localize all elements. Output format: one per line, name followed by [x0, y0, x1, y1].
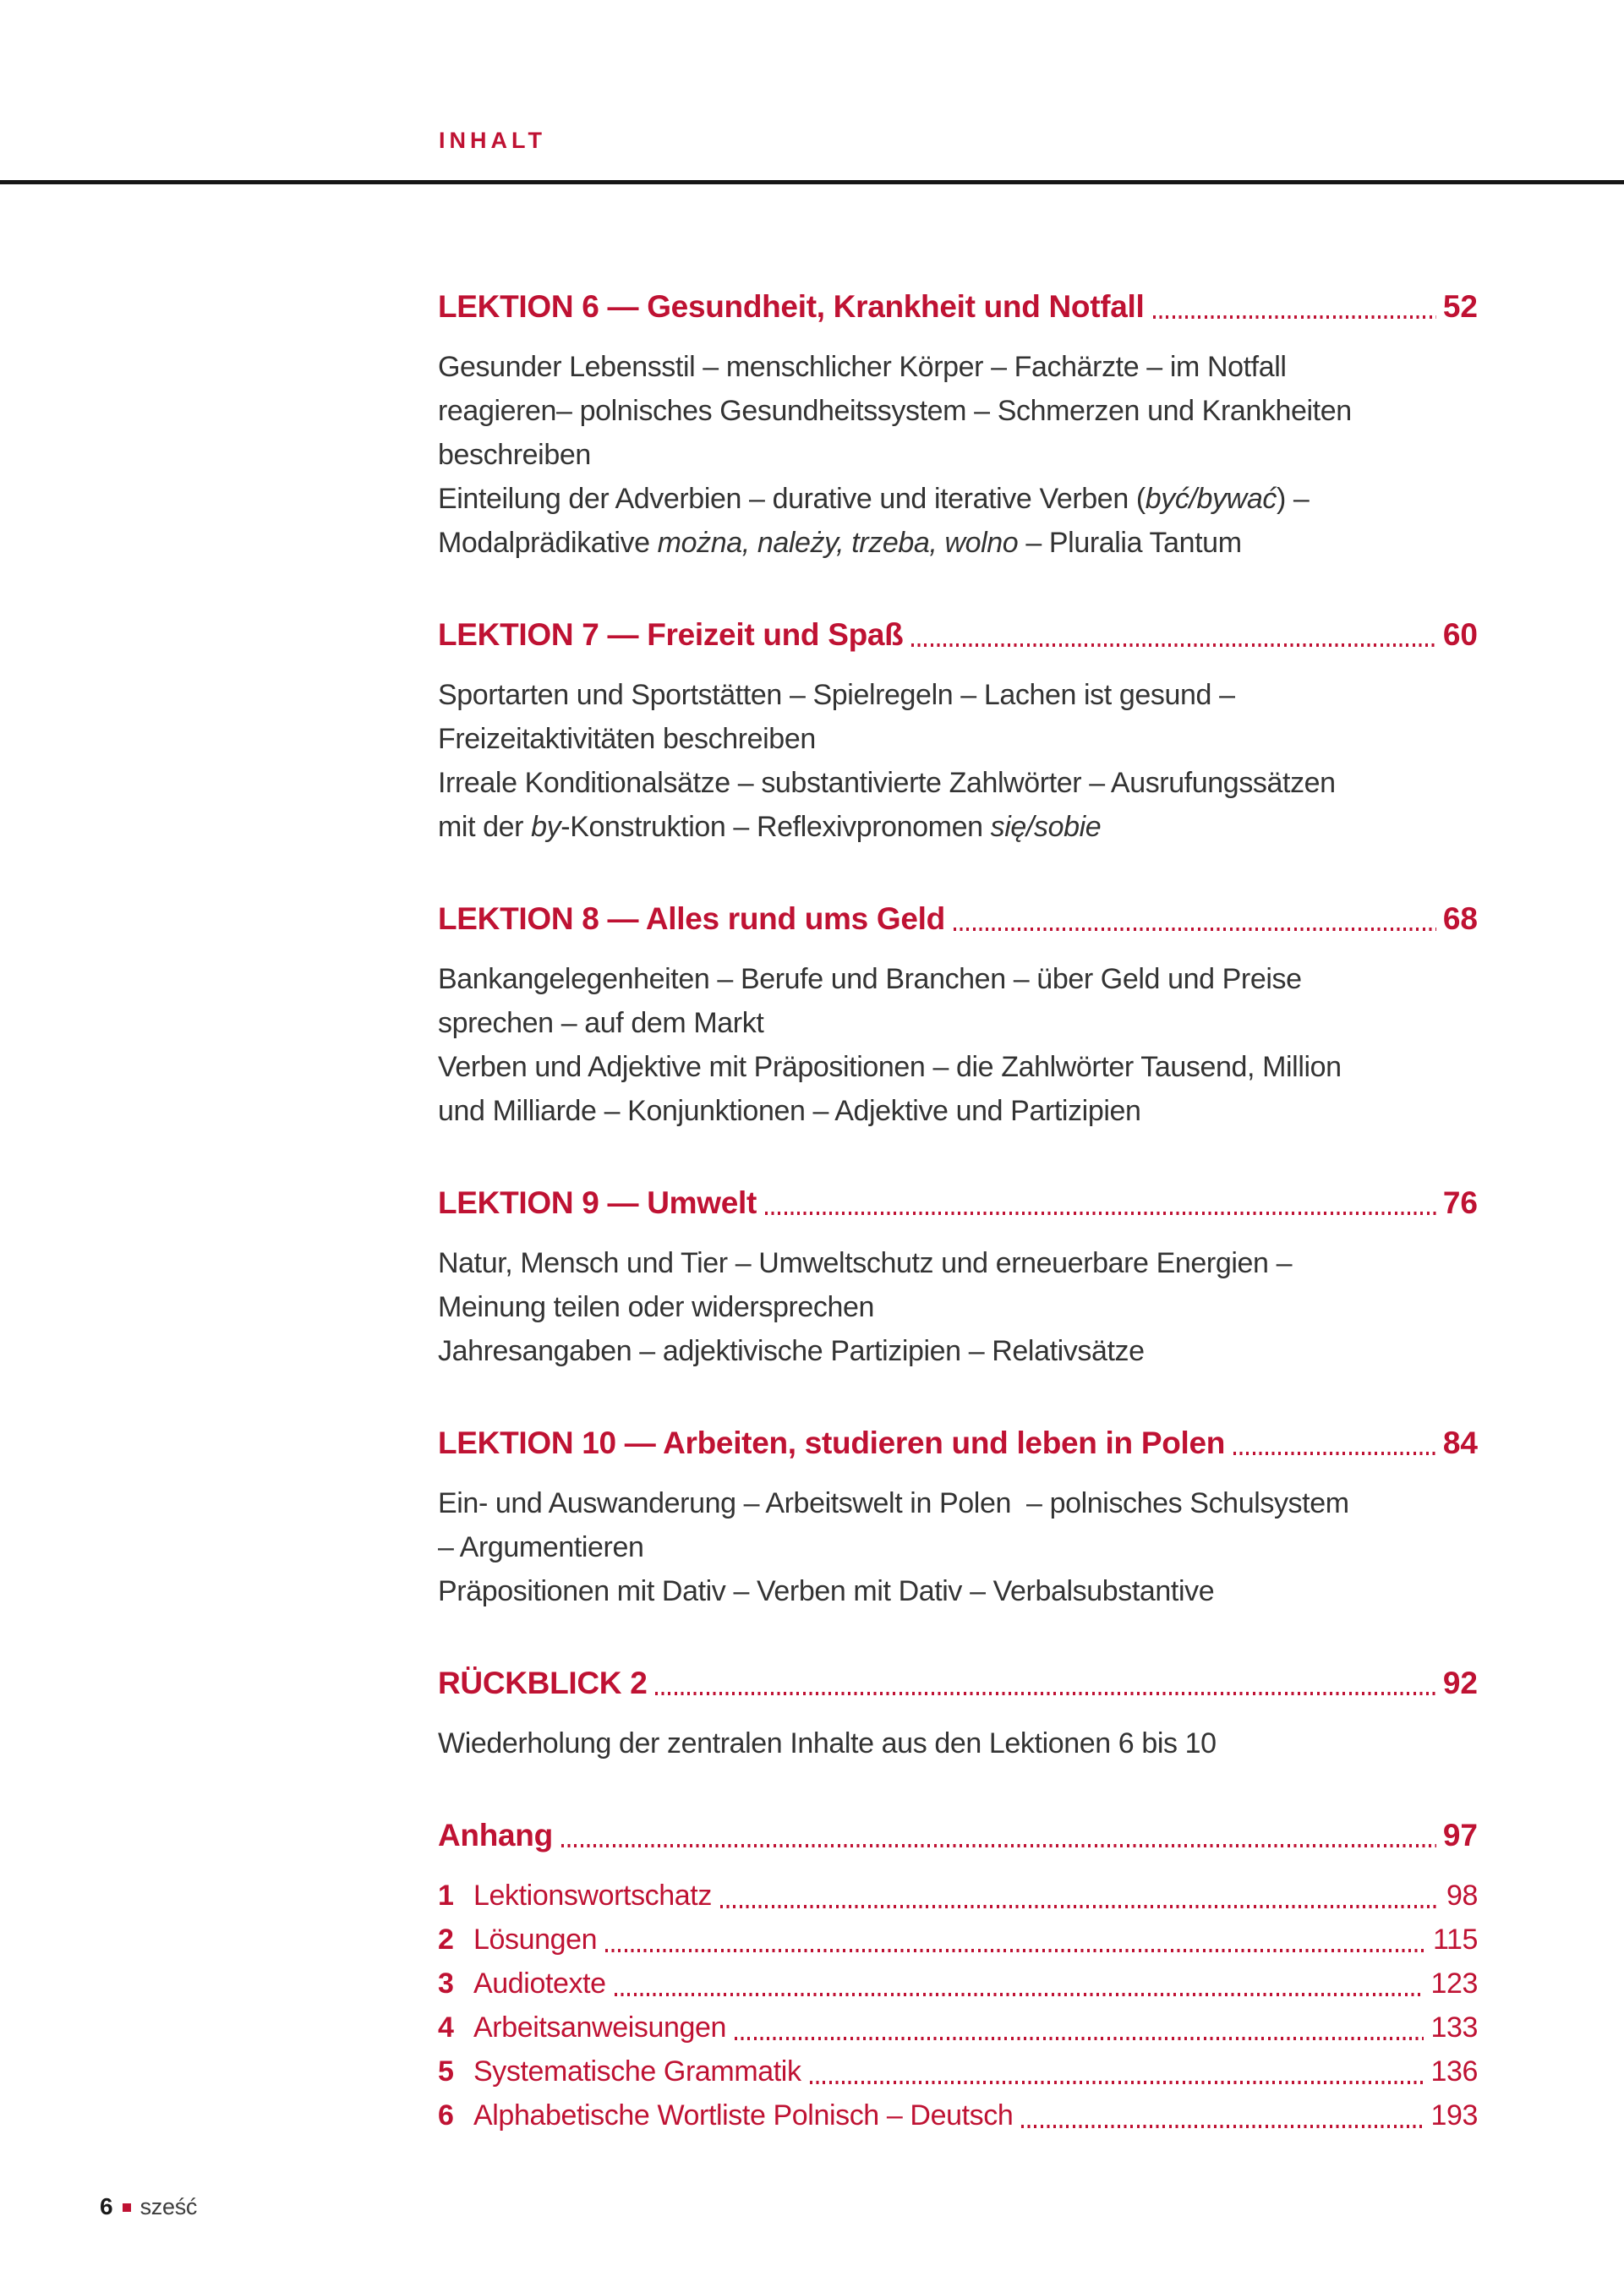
- toc-section: [438, 900, 1478, 1133]
- appendix-item-page-number: 193: [1430, 2099, 1478, 2132]
- toc-section-description: [438, 1481, 1478, 1613]
- appendix-item-page-number: 123: [1430, 1967, 1478, 2000]
- description-line: mit der by-Konstruktion – Reflexivpronomen się/sobie: [438, 811, 1102, 843]
- description-line: – Argumentieren: [438, 1531, 644, 1563]
- toc-section-description: [438, 1241, 1478, 1373]
- appendix-item-title: Lösungen: [473, 1924, 598, 1956]
- description-line: Ein- und Auswanderung – Arbeitswelt in Polen – polnisches Schulsystem: [438, 1487, 1349, 1519]
- appendix-item-page-number: 133: [1430, 2011, 1478, 2044]
- description-line: Meinung teilen oder widersprechen: [438, 1291, 875, 1323]
- toc-entry-title: RÜCKBLICK 2: [438, 1666, 648, 1700]
- appendix-item-page-number: 115: [1432, 1924, 1478, 1956]
- description-line: Einteilung der Adverbien – durative und iterative Verben (być/bywać) –: [438, 483, 1310, 515]
- description-line: Modalprädikative można, należy, trzeba, wolno – Pluralia Tantum: [438, 527, 1242, 559]
- toc-entry-page-number: 97: [1442, 1818, 1478, 1852]
- dotted-leader: [765, 1212, 1436, 1215]
- toc-section-description: [438, 1721, 1478, 1765]
- toc-content: [438, 287, 1478, 2188]
- dotted-leader: [720, 1905, 1440, 1908]
- toc-section-description: [438, 957, 1478, 1133]
- description-line: Freizeitaktivitäten beschreiben: [438, 723, 816, 755]
- toc-entry: [438, 616, 1478, 654]
- toc-entry: [438, 1816, 1478, 1855]
- appendix-item-number: 1: [438, 1880, 454, 1912]
- appendix-item-number: 3: [438, 1967, 454, 2000]
- description-line: Jahresangaben – adjektivische Partizipien – Relativsätze: [438, 1335, 1145, 1367]
- toc-entry: [438, 1424, 1478, 1463]
- toc-section-appendix: [438, 1816, 1478, 2137]
- folio-number: 6: [100, 2193, 113, 2219]
- appendix-item-number: 6: [438, 2099, 454, 2132]
- folio-word: sześć: [139, 2193, 198, 2219]
- toc-section: [438, 1664, 1478, 1765]
- toc-section: [438, 1184, 1478, 1373]
- appendix-item-number: 4: [438, 2011, 454, 2044]
- dotted-leader: [1153, 315, 1436, 319]
- appendix-item-number: 2: [438, 1924, 454, 1956]
- toc-entry-title: LEKTION 10 — Arbeiten, studieren und leben in Polen: [438, 1426, 1226, 1460]
- toc-entry: [438, 1184, 1478, 1223]
- toc-entry-title: LEKTION 6 — Gesundheit, Krankheit und Notfall: [438, 289, 1145, 324]
- toc-sections: [438, 287, 1478, 1765]
- description-line: Bankangelegenheiten – Berufe und Branchen – über Geld und Preise: [438, 963, 1302, 995]
- appendix-item-title: Lektionswortschatz: [473, 1880, 712, 1912]
- toc-entry-title: Anhang: [438, 1818, 553, 1852]
- dotted-leader: [605, 1949, 1426, 1952]
- appendix-item: [438, 1962, 1478, 2006]
- toc-entry-title: LEKTION 8 — Alles rund ums Geld: [438, 901, 945, 936]
- toc-section: [438, 287, 1478, 565]
- toc-entry-page-number: 92: [1442, 1666, 1478, 1700]
- toc-entry-page-number: 52: [1442, 289, 1478, 324]
- appendix-item: [438, 1874, 1478, 1918]
- toc-entry: [438, 287, 1478, 326]
- toc-entry-title: LEKTION 9 — Umwelt: [438, 1185, 757, 1220]
- appendix-item-number: 5: [438, 2055, 454, 2088]
- toc-entry-page-number: 60: [1442, 617, 1478, 652]
- description-line: Wiederholung der zentralen Inhalte aus den Lektionen 6 bis 10: [438, 1727, 1217, 1759]
- description-line: reagieren– polnisches Gesundheitssystem – Schmerzen und Krankheiten: [438, 395, 1352, 427]
- appendix-item: [438, 2093, 1478, 2137]
- dotted-leader: [1233, 1452, 1436, 1455]
- appendix-item-title: Arbeitsanweisungen: [473, 2011, 726, 2044]
- dotted-leader: [954, 928, 1436, 931]
- toc-section-description: [438, 345, 1478, 565]
- toc-section: [438, 1424, 1478, 1613]
- dotted-leader: [615, 1993, 1424, 1996]
- toc-section-description: [438, 673, 1478, 849]
- toc-entry: [438, 1664, 1478, 1703]
- description-line: Gesunder Lebensstil – menschlicher Körper – Fachärzte – im Notfall: [438, 351, 1287, 383]
- page-header-title: INHALT: [439, 128, 546, 153]
- description-line: beschreiben: [438, 439, 591, 471]
- toc-entry-page-number: 84: [1442, 1426, 1478, 1460]
- dotted-leader: [911, 643, 1435, 647]
- dotted-leader: [1021, 2125, 1424, 2128]
- appendix-item: [438, 2049, 1478, 2093]
- description-line: Verben und Adjektive mit Präpositionen – die Zahlwörter Tausend, Million: [438, 1051, 1342, 1083]
- description-line: und Milliarde – Konjunktionen – Adjektive und Partizipien: [438, 1095, 1141, 1127]
- appendix-item-page-number: 98: [1446, 1880, 1478, 1912]
- appendix-item-title: Systematische Grammatik: [473, 2055, 801, 2088]
- folio-separator-dot-icon: [123, 2203, 131, 2212]
- toc-entry: [438, 900, 1478, 939]
- appendix-item-title: Alphabetische Wortliste Polnisch – Deutsch: [473, 2099, 1014, 2132]
- appendix-item: [438, 2006, 1478, 2049]
- description-line: Natur, Mensch und Tier – Umweltschutz und erneuerbare Energien –: [438, 1247, 1293, 1279]
- dotted-leader: [810, 2081, 1424, 2084]
- description-line: Sportarten und Sportstätten – Spielregeln – Lachen ist gesund –: [438, 679, 1235, 711]
- toc-entry-page-number: 76: [1442, 1185, 1478, 1220]
- page-footer: [100, 2193, 197, 2220]
- appendix-list: [438, 1874, 1478, 2137]
- appendix-item: [438, 1918, 1478, 1962]
- dotted-leader: [561, 1844, 1436, 1847]
- toc-entry-page-number: 68: [1442, 901, 1478, 936]
- description-line: sprechen – auf dem Markt: [438, 1007, 764, 1039]
- dotted-leader: [655, 1692, 1435, 1695]
- description-line: Irreale Konditionalsätze – substantivierte Zahlwörter – Ausrufungssätzen: [438, 767, 1336, 799]
- appendix-item-title: Audiotexte: [473, 1967, 606, 2000]
- description-line: Präpositionen mit Dativ – Verben mit Dativ – Verbalsubstantive: [438, 1575, 1215, 1607]
- toc-entry-title: LEKTION 7 — Freizeit und Spaß: [438, 617, 904, 652]
- appendix-item-page-number: 136: [1430, 2055, 1478, 2088]
- dotted-leader: [735, 2037, 1424, 2040]
- toc-section: [438, 616, 1478, 849]
- header-rule: [0, 180, 1624, 184]
